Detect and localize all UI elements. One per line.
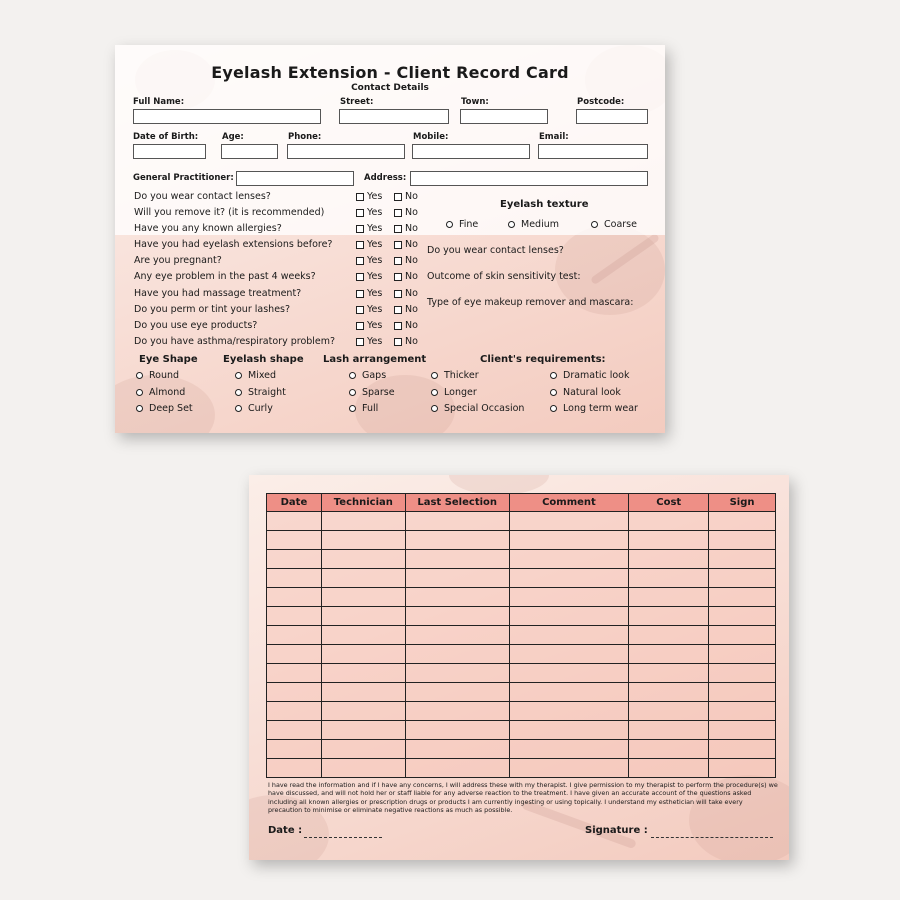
yes-checkbox[interactable]: Yes: [356, 304, 382, 315]
table-cell[interactable]: [267, 588, 322, 607]
question-3: Have you any known allergies?: [134, 223, 282, 234]
table-cell[interactable]: [509, 626, 629, 645]
table-cell[interactable]: [321, 702, 405, 721]
table-row: [267, 626, 776, 645]
requirement-option-dramatic-look[interactable]: Dramatic look: [550, 370, 630, 381]
requirement-option-long-term-wear[interactable]: Long term wear: [550, 403, 638, 414]
table-cell[interactable]: [267, 721, 322, 740]
question-6: Any eye problem in the past 4 weeks?: [134, 271, 316, 282]
table-cell[interactable]: [509, 683, 629, 702]
signature-line[interactable]: [651, 837, 773, 838]
eye-shape-option-deep-set[interactable]: Deep Set: [136, 403, 193, 414]
table-cell[interactable]: [321, 607, 405, 626]
question-4: Have you had eyelash extensions before?: [134, 239, 333, 250]
table-cell[interactable]: [321, 569, 405, 588]
table-cell[interactable]: [405, 721, 509, 740]
table-cell[interactable]: [405, 531, 509, 550]
radio-icon: [349, 405, 356, 412]
table-cell[interactable]: [267, 569, 322, 588]
radio-icon: [446, 221, 453, 228]
requirement-option-natural-look[interactable]: Natural look: [550, 387, 621, 398]
table-cell[interactable]: [509, 721, 629, 740]
yes-checkbox[interactable]: Yes: [356, 191, 382, 202]
table-cell[interactable]: [405, 702, 509, 721]
table-cell[interactable]: [709, 512, 776, 531]
table-cell[interactable]: [321, 531, 405, 550]
table-cell[interactable]: [709, 702, 776, 721]
question-7: Have you had massage treatment?: [134, 288, 302, 299]
table-row: [267, 512, 776, 531]
table-row: [267, 607, 776, 626]
table-cell[interactable]: [509, 664, 629, 683]
question-5: Are you pregnant?: [134, 255, 222, 266]
checkbox-icon: [356, 225, 364, 233]
question-2: Will you remove it? (it is recommended): [134, 207, 325, 218]
client-record-card-front: [115, 45, 665, 433]
table-cell[interactable]: [321, 588, 405, 607]
table-row: [267, 721, 776, 740]
table-cell[interactable]: [267, 626, 322, 645]
table-row: [267, 664, 776, 683]
table-cell[interactable]: [405, 683, 509, 702]
table-row: [267, 683, 776, 702]
table-row: [267, 550, 776, 569]
radio-icon: [349, 389, 356, 396]
street-label: Street:: [340, 97, 374, 107]
yes-checkbox[interactable]: Yes: [356, 288, 382, 299]
table-cell[interactable]: [405, 664, 509, 683]
checkbox-icon: [356, 338, 364, 346]
eyelash-shape-option-straight[interactable]: Straight: [235, 387, 286, 398]
table-cell[interactable]: [629, 645, 709, 664]
table-row: [267, 588, 776, 607]
mobile-field[interactable]: [412, 144, 530, 159]
date-signature-line[interactable]: [304, 837, 382, 838]
eye-shape-option-almond[interactable]: Almond: [136, 387, 185, 398]
requirement-option-thicker[interactable]: Thicker: [431, 370, 479, 381]
question-8: Do you perm or tint your lashes?: [134, 304, 291, 315]
column-header-technician: Technician: [321, 494, 405, 512]
age-field[interactable]: [221, 144, 278, 159]
no-checkbox[interactable]: No: [394, 336, 418, 347]
table-cell[interactable]: [267, 607, 322, 626]
eyelash-texture-heading: Eyelash texture: [500, 199, 589, 210]
table-cell[interactable]: [709, 664, 776, 683]
postcode-label: Postcode:: [577, 97, 625, 107]
table-cell[interactable]: [267, 531, 322, 550]
consent-statement: I have read the information and if I have any concerns, I will address these with my therapist. I give permission to my therapist to perform the procedure(s) we have discussed, and will not hold her or staff liable for any adverse reaction to the treatment. I have given an accurate account of the questions asked including all known allergies or prescription drugs or products I am currently ingesting or using topically. I understand my esthetician will take every precaution to minimise or eliminate negative reactions as much as possible.: [268, 781, 778, 814]
table-cell[interactable]: [629, 721, 709, 740]
table-cell[interactable]: [267, 683, 322, 702]
table-cell[interactable]: [267, 512, 322, 531]
checkbox-icon: [394, 273, 402, 281]
lash-arrangement-heading: Lash arrangement: [323, 354, 427, 365]
checkbox-icon: [356, 290, 364, 298]
radio-icon: [235, 405, 242, 412]
requirement-option-longer[interactable]: Longer: [431, 387, 477, 398]
question-1: Do you wear contact lenses?: [134, 191, 271, 202]
table-cell[interactable]: [709, 588, 776, 607]
table-cell[interactable]: [405, 569, 509, 588]
table-cell[interactable]: [629, 550, 709, 569]
lash-option-full[interactable]: Full: [349, 403, 378, 414]
table-row: [267, 645, 776, 664]
radio-icon: [431, 372, 438, 379]
lash-option-sparse[interactable]: Sparse: [349, 387, 395, 398]
column-header-last-selection: Last Selection: [405, 494, 509, 512]
checkbox-icon: [394, 338, 402, 346]
table-cell[interactable]: [629, 512, 709, 531]
radio-icon: [349, 372, 356, 379]
table-cell[interactable]: [709, 569, 776, 588]
question-10: Do you have asthma/respiratory problem?: [134, 336, 336, 347]
makeup-decoration: [449, 475, 549, 495]
table-cell[interactable]: [405, 645, 509, 664]
checkbox-icon: [356, 241, 364, 249]
table-cell[interactable]: [709, 721, 776, 740]
table-cell[interactable]: [267, 702, 322, 721]
treatment-record-table: [266, 493, 776, 778]
eye-shape-heading: Eye Shape: [139, 354, 198, 365]
table-cell[interactable]: [629, 588, 709, 607]
table-cell[interactable]: [509, 550, 629, 569]
yes-checkbox[interactable]: Yes: [356, 336, 382, 347]
table-cell[interactable]: [709, 531, 776, 550]
table-cell[interactable]: [405, 759, 509, 778]
radio-icon: [550, 372, 557, 379]
radio-icon: [431, 389, 438, 396]
email-label: Email:: [539, 132, 569, 142]
table-cell[interactable]: [267, 664, 322, 683]
table-cell[interactable]: [629, 702, 709, 721]
table-cell[interactable]: [267, 550, 322, 569]
texture-option-medium[interactable]: Medium: [508, 219, 559, 230]
checkbox-icon: [356, 306, 364, 314]
table-cell[interactable]: [405, 512, 509, 531]
table-cell[interactable]: [321, 664, 405, 683]
town-label: Town:: [461, 97, 489, 107]
table-cell[interactable]: [509, 702, 629, 721]
checkbox-icon: [394, 241, 402, 249]
table-cell[interactable]: [709, 626, 776, 645]
client-record-card-back: [249, 475, 789, 860]
table-cell[interactable]: [405, 550, 509, 569]
date-label: Date :: [268, 825, 303, 836]
full-name-field[interactable]: [133, 109, 321, 124]
table-cell[interactable]: [405, 740, 509, 759]
table-row: [267, 759, 776, 778]
table-cell[interactable]: [709, 740, 776, 759]
question-9: Do you use eye products?: [134, 320, 258, 331]
postcode-field[interactable]: [576, 109, 648, 124]
table-cell[interactable]: [509, 740, 629, 759]
yes-checkbox[interactable]: Yes: [356, 207, 382, 218]
checkbox-icon: [356, 209, 364, 217]
checkbox-icon: [394, 257, 402, 265]
eyelash-shape-option-curly[interactable]: Curly: [235, 403, 273, 414]
checkbox-icon: [356, 193, 364, 201]
yes-checkbox[interactable]: Yes: [356, 239, 382, 250]
eye-shape-option-round[interactable]: Round: [136, 370, 179, 381]
checkbox-icon: [356, 257, 364, 265]
right-question-sensitivity-test: Outcome of skin sensitivity test:: [427, 271, 581, 282]
street-field[interactable]: [339, 109, 449, 124]
eyelash-shape-heading: Eyelash shape: [223, 354, 304, 365]
age-label: Age:: [222, 132, 244, 142]
table-cell[interactable]: [267, 645, 322, 664]
no-checkbox[interactable]: No: [394, 239, 418, 250]
table-header-row: [267, 494, 776, 512]
table-cell[interactable]: [709, 683, 776, 702]
table-cell[interactable]: [509, 588, 629, 607]
town-field[interactable]: [460, 109, 548, 124]
radio-icon: [136, 405, 143, 412]
radio-icon: [550, 389, 557, 396]
table-cell[interactable]: [321, 740, 405, 759]
address-label: Address:: [364, 173, 407, 183]
address-field[interactable]: [410, 171, 648, 186]
full-name-label: Full Name:: [133, 97, 185, 107]
yes-checkbox[interactable]: Yes: [356, 320, 382, 331]
table-cell[interactable]: [629, 531, 709, 550]
table-cell[interactable]: [509, 512, 629, 531]
gp-label: General Practitioner:: [133, 173, 234, 183]
table-cell[interactable]: [509, 645, 629, 664]
yes-checkbox[interactable]: Yes: [356, 223, 382, 234]
dob-label: Date of Birth:: [133, 132, 199, 142]
table-cell[interactable]: [629, 626, 709, 645]
radio-icon: [136, 389, 143, 396]
table-cell[interactable]: [405, 588, 509, 607]
checkbox-icon: [394, 225, 402, 233]
table-cell[interactable]: [629, 664, 709, 683]
table-cell[interactable]: [509, 531, 629, 550]
table-cell[interactable]: [321, 512, 405, 531]
table-cell[interactable]: [629, 569, 709, 588]
table-row: [267, 531, 776, 550]
signature-label: Signature :: [585, 825, 648, 836]
table-cell[interactable]: [629, 759, 709, 778]
table-cell[interactable]: [709, 645, 776, 664]
table-row: [267, 702, 776, 721]
table-cell[interactable]: [321, 645, 405, 664]
radio-icon: [550, 405, 557, 412]
checkbox-icon: [394, 193, 402, 201]
no-checkbox[interactable]: No: [394, 288, 418, 299]
column-header-sign: Sign: [709, 494, 776, 512]
dob-field[interactable]: [133, 144, 206, 159]
checkbox-icon: [394, 290, 402, 298]
checkbox-icon: [356, 322, 364, 330]
right-question-makeup-remover: Type of eye makeup remover and mascara:: [427, 297, 634, 308]
checkbox-icon: [394, 306, 402, 314]
table-cell[interactable]: [629, 740, 709, 759]
radio-icon: [235, 372, 242, 379]
card-title: Eyelash Extension - Client Record Card: [211, 63, 569, 82]
email-field[interactable]: [538, 144, 648, 159]
yes-checkbox[interactable]: Yes: [356, 271, 382, 282]
radio-icon: [235, 389, 242, 396]
table-cell[interactable]: [509, 759, 629, 778]
no-checkbox[interactable]: No: [394, 320, 418, 331]
table-cell[interactable]: [709, 759, 776, 778]
table-cell[interactable]: [405, 626, 509, 645]
radio-icon: [508, 221, 515, 228]
mobile-label: Mobile:: [413, 132, 449, 142]
column-header-date: Date: [267, 494, 322, 512]
radio-icon: [591, 221, 598, 228]
table-cell[interactable]: [321, 550, 405, 569]
table-cell[interactable]: [509, 607, 629, 626]
requirement-option-special-occasion[interactable]: Special Occasion: [431, 403, 524, 414]
table-cell[interactable]: [321, 626, 405, 645]
eyelash-shape-option-mixed[interactable]: Mixed: [235, 370, 276, 381]
radio-icon: [431, 405, 438, 412]
table-cell[interactable]: [629, 607, 709, 626]
no-checkbox[interactable]: No: [394, 223, 418, 234]
table-cell[interactable]: [321, 721, 405, 740]
column-header-comment: Comment: [509, 494, 629, 512]
right-question-contact-lenses: Do you wear contact lenses?: [427, 245, 564, 256]
phone-label: Phone:: [288, 132, 322, 142]
contact-details-heading: Contact Details: [351, 83, 429, 93]
table-cell[interactable]: [629, 683, 709, 702]
lash-option-gaps[interactable]: Gaps: [349, 370, 386, 381]
yes-checkbox[interactable]: Yes: [356, 255, 382, 266]
radio-icon: [136, 372, 143, 379]
checkbox-icon: [356, 273, 364, 281]
gp-field[interactable]: [236, 171, 354, 186]
table-cell[interactable]: [321, 759, 405, 778]
no-checkbox[interactable]: No: [394, 191, 418, 202]
column-header-cost: Cost: [629, 494, 709, 512]
checkbox-icon: [394, 209, 402, 217]
table-cell[interactable]: [709, 607, 776, 626]
no-checkbox[interactable]: No: [394, 207, 418, 218]
table-cell[interactable]: [709, 550, 776, 569]
checkbox-icon: [394, 322, 402, 330]
texture-option-coarse[interactable]: Coarse: [591, 219, 637, 230]
table-cell[interactable]: [321, 683, 405, 702]
no-checkbox[interactable]: No: [394, 271, 418, 282]
no-checkbox[interactable]: No: [394, 304, 418, 315]
table-row: [267, 740, 776, 759]
client-requirements-heading: Client's requirements:: [480, 354, 606, 365]
table-cell[interactable]: [509, 569, 629, 588]
table-cell[interactable]: [405, 607, 509, 626]
no-checkbox[interactable]: No: [394, 255, 418, 266]
phone-field[interactable]: [287, 144, 405, 159]
table-cell[interactable]: [267, 740, 322, 759]
table-cell[interactable]: [267, 759, 322, 778]
texture-option-fine[interactable]: Fine: [446, 219, 478, 230]
table-row: [267, 569, 776, 588]
